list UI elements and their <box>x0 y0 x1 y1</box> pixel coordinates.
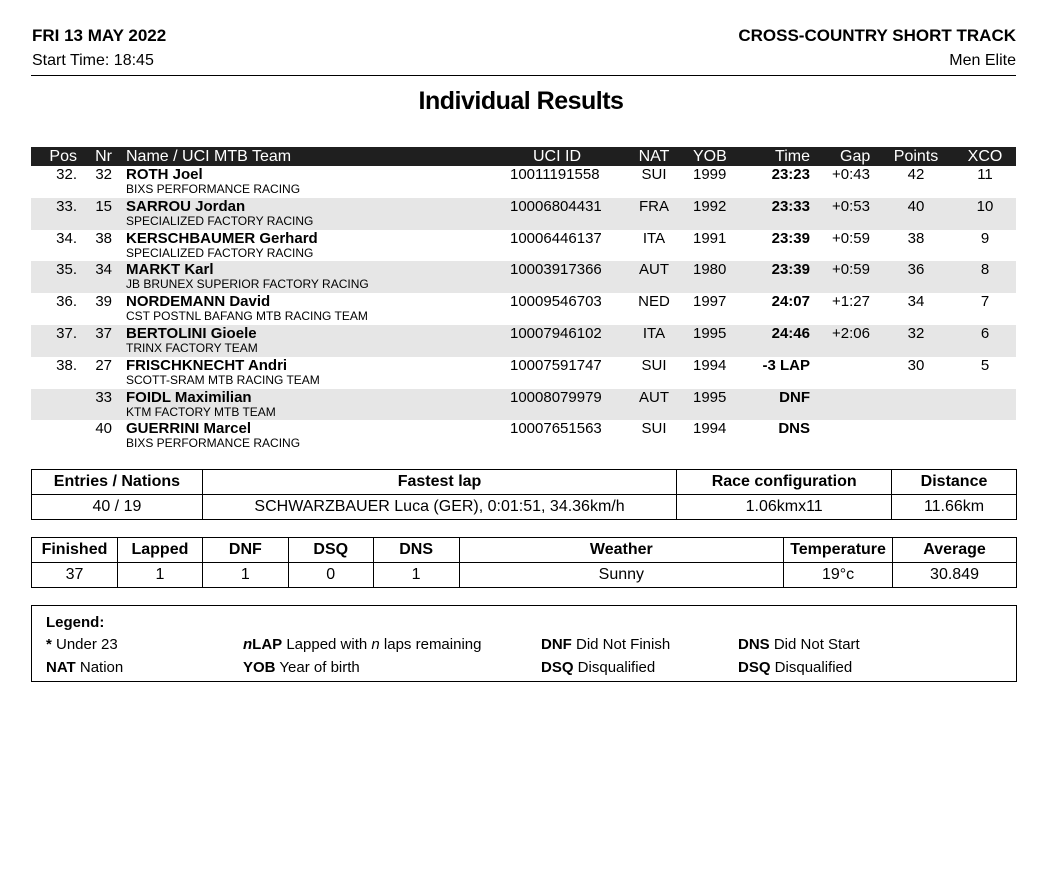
cell-nr: 33 <box>95 388 112 406</box>
cell-yob: 1999 <box>693 166 727 183</box>
cell-pos: 32. <box>56 166 77 183</box>
cell-nat: ITA <box>642 324 666 342</box>
legend-box <box>31 605 1017 682</box>
stats-value-6: 19°c <box>784 563 893 588</box>
cell-time: DNF <box>779 388 810 406</box>
col-yob: YOB <box>693 148 727 165</box>
cell-pos: 33. <box>56 197 77 215</box>
cell-yob: 1995 <box>693 388 727 406</box>
race-info-value-0: 40 / 19 <box>32 495 203 520</box>
header-left <box>32 26 166 71</box>
page-title: Individual Results <box>418 87 624 115</box>
cell-team: SPECIALIZED FACTORY RACING <box>126 245 314 260</box>
cell-pos: 37. <box>56 324 77 342</box>
cell-xco: 9 <box>980 229 990 247</box>
cell-time: DNS <box>778 420 810 438</box>
cell-gap: +0:53 <box>832 197 870 215</box>
col-nr: Nr <box>95 148 112 165</box>
table-row <box>31 293 1016 325</box>
cell-name: FRISCHKNECHT Andri <box>126 356 288 374</box>
category: Men Elite <box>949 52 1016 69</box>
cell-pos: 35. <box>56 261 77 279</box>
cell-nr: 15 <box>95 197 112 215</box>
cell-points: 38 <box>907 229 925 247</box>
table-row <box>31 420 1016 452</box>
table-row <box>31 357 1016 389</box>
cell-gap: +0:59 <box>832 229 870 247</box>
race-info-table <box>31 469 1017 520</box>
cell-gap: +1:27 <box>832 293 870 311</box>
cell-xco: 7 <box>980 293 990 311</box>
stats-value-2: 1 <box>202 563 288 588</box>
col-gap: Gap <box>840 148 871 165</box>
cell-team: BIXS PERFORMANCE RACING <box>126 182 301 196</box>
results-table <box>31 147 1016 452</box>
cell-points: 42 <box>907 166 925 183</box>
cell-nat: SUI <box>641 420 667 438</box>
cell-gap: +0:43 <box>832 166 870 183</box>
cell-yob: 1991 <box>693 229 727 247</box>
cell-xco: 6 <box>980 324 990 342</box>
legend-nat: NAT Nation <box>46 659 124 676</box>
table-row <box>31 230 1016 262</box>
cell-time: 23:23 <box>771 166 810 183</box>
table-row <box>31 198 1016 230</box>
race-date: FRI 13 MAY 2022 <box>32 26 167 45</box>
cell-points: 40 <box>907 197 925 215</box>
header-right <box>738 26 1016 71</box>
cell-uci: 10011191558 <box>510 166 600 183</box>
cell-gap: +0:59 <box>832 261 870 279</box>
cell-uci: 10007591747 <box>510 356 602 374</box>
cell-name: FOIDL Maximilian <box>126 388 252 406</box>
stats-value-0: 37 <box>32 563 118 588</box>
cell-team: JB BRUNEX SUPERIOR FACTORY RACING <box>126 277 369 292</box>
cell-uci: 10007946102 <box>510 324 602 342</box>
stats-header-0: Finished <box>32 538 118 563</box>
cell-team: BIXS PERFORMANCE RACING <box>126 436 301 451</box>
legend-nlap: nLAP Lapped with n laps remaining <box>243 636 482 653</box>
cell-uci: 10003917366 <box>510 261 602 279</box>
cell-points: 30 <box>907 356 925 374</box>
cell-nr: 34 <box>95 261 112 279</box>
cell-time: 23:39 <box>771 229 810 247</box>
stats-value-1: 1 <box>117 563 202 588</box>
cell-team: KTM FACTORY MTB TEAM <box>126 404 276 419</box>
cell-uci: 10007651563 <box>510 420 602 438</box>
legend-dns: DNS Did Not Start <box>738 636 860 653</box>
table-row <box>31 389 1016 421</box>
cell-team: SCOTT-SRAM MTB RACING TEAM <box>126 372 320 387</box>
cell-nr: 32 <box>95 166 112 183</box>
col-nat: NAT <box>638 148 670 165</box>
col-name: Name / UCI MTB Team <box>126 148 292 165</box>
cell-nat: FRA <box>639 197 669 215</box>
cell-xco: 10 <box>976 197 994 215</box>
cell-name: ROTH Joel <box>126 166 203 183</box>
cell-nr: 39 <box>95 293 112 311</box>
race-info-header-3: Distance <box>892 470 1017 495</box>
table-row <box>31 166 1016 198</box>
cell-nr: 38 <box>95 229 112 247</box>
race-info-value-3: 11.66km <box>892 495 1017 520</box>
cell-points: 32 <box>907 324 925 342</box>
cell-xco: 5 <box>980 356 990 374</box>
cell-uci: 10009546703 <box>510 293 602 311</box>
cell-name: MARKT Karl <box>126 261 214 279</box>
race-info-value-1: SCHWARZBAUER Luca (GER), 0:01:51, 34.36km/h <box>202 495 676 520</box>
results-header <box>31 147 1016 166</box>
stats-header-6: Temperature <box>784 538 893 563</box>
cell-time: -3 LAP <box>762 356 810 374</box>
legend-under23: * Under 23 <box>46 636 118 653</box>
cell-uci: 10006446137 <box>510 229 602 247</box>
cell-yob: 1992 <box>693 197 727 215</box>
cell-yob: 1995 <box>693 324 727 342</box>
cell-time: 24:46 <box>771 324 810 342</box>
cell-name: BERTOLINI Gioele <box>126 324 257 342</box>
cell-yob: 1997 <box>693 293 727 311</box>
legend-dsq-2: DSQ Disqualified <box>738 659 853 676</box>
cell-pos: 34. <box>56 229 77 247</box>
col-xco: XCO <box>967 148 1003 165</box>
cell-team: CST POSTNL BAFANG MTB RACING TEAM <box>126 309 368 324</box>
race-info-header-2: Race configuration <box>677 470 892 495</box>
stats-header-1: Lapped <box>117 538 202 563</box>
cell-nat: AUT <box>639 261 669 279</box>
cell-nat: AUT <box>639 388 669 406</box>
stats-value-4: 1 <box>373 563 459 588</box>
cell-xco: 11 <box>977 166 993 183</box>
cell-nat: SUI <box>641 166 667 183</box>
cell-pos: 38. <box>56 356 77 374</box>
stats-value-3: 0 <box>288 563 373 588</box>
legend-yob: YOB Year of birth <box>243 659 360 676</box>
race-info-value-2: 1.06kmx11 <box>677 495 892 520</box>
table-row <box>31 325 1016 357</box>
cell-time: 23:39 <box>771 261 810 279</box>
cell-name: SARROU Jordan <box>126 197 246 215</box>
col-uci: UCI ID <box>533 148 581 165</box>
cell-nat: ITA <box>642 229 666 247</box>
stats-header-4: DNS <box>373 538 459 563</box>
cell-uci: 10006804431 <box>510 197 602 215</box>
cell-team: TRINX FACTORY TEAM <box>126 340 258 355</box>
stats-header-3: DSQ <box>288 538 373 563</box>
legend-dnf: DNF Did Not Finish <box>541 636 671 653</box>
stats-table <box>31 537 1017 588</box>
cell-pos: 36. <box>56 293 77 311</box>
cell-time: 24:07 <box>771 293 810 311</box>
cell-team: SPECIALIZED FACTORY RACING <box>126 213 314 228</box>
cell-name: GUERRINI Marcel <box>126 420 252 438</box>
legend-title: Legend: <box>46 614 105 631</box>
stats-value-5: Sunny <box>459 563 784 588</box>
cell-yob: 1980 <box>693 261 727 279</box>
cell-time: 23:33 <box>771 197 810 215</box>
cell-name: KERSCHBAUMER Gerhard <box>126 229 318 247</box>
cell-yob: 1994 <box>693 420 727 438</box>
start-time: Start Time: 18:45 <box>32 52 154 69</box>
table-row <box>31 261 1016 293</box>
stats-header-7: Average <box>893 538 1017 563</box>
race-info-header-0: Entries / Nations <box>32 470 203 495</box>
stats-header-5: Weather <box>459 538 784 563</box>
cell-nat: SUI <box>641 356 667 374</box>
cell-nat: NED <box>638 293 670 311</box>
race-info-header-1: Fastest lap <box>202 470 676 495</box>
col-time: Time <box>775 148 810 165</box>
cell-nr: 27 <box>95 356 112 374</box>
cell-name: NORDEMANN David <box>126 293 271 311</box>
cell-points: 34 <box>907 293 925 311</box>
legend-dsq: DSQ Disqualified <box>541 659 656 676</box>
cell-gap: +2:06 <box>832 324 870 342</box>
event-name: CROSS-COUNTRY SHORT TRACK <box>738 26 1016 45</box>
cell-xco: 8 <box>980 261 990 279</box>
cell-yob: 1994 <box>693 356 727 374</box>
stats-value-7: 30.849 <box>893 563 1017 588</box>
cell-nr: 37 <box>95 324 112 342</box>
col-pos: Pos <box>49 148 77 165</box>
cell-points: 36 <box>907 261 925 279</box>
stats-header-2: DNF <box>202 538 288 563</box>
col-points: Points <box>893 148 939 165</box>
cell-uci: 10008079979 <box>510 388 602 406</box>
header-divider <box>31 75 1016 76</box>
cell-nr: 40 <box>95 420 112 438</box>
